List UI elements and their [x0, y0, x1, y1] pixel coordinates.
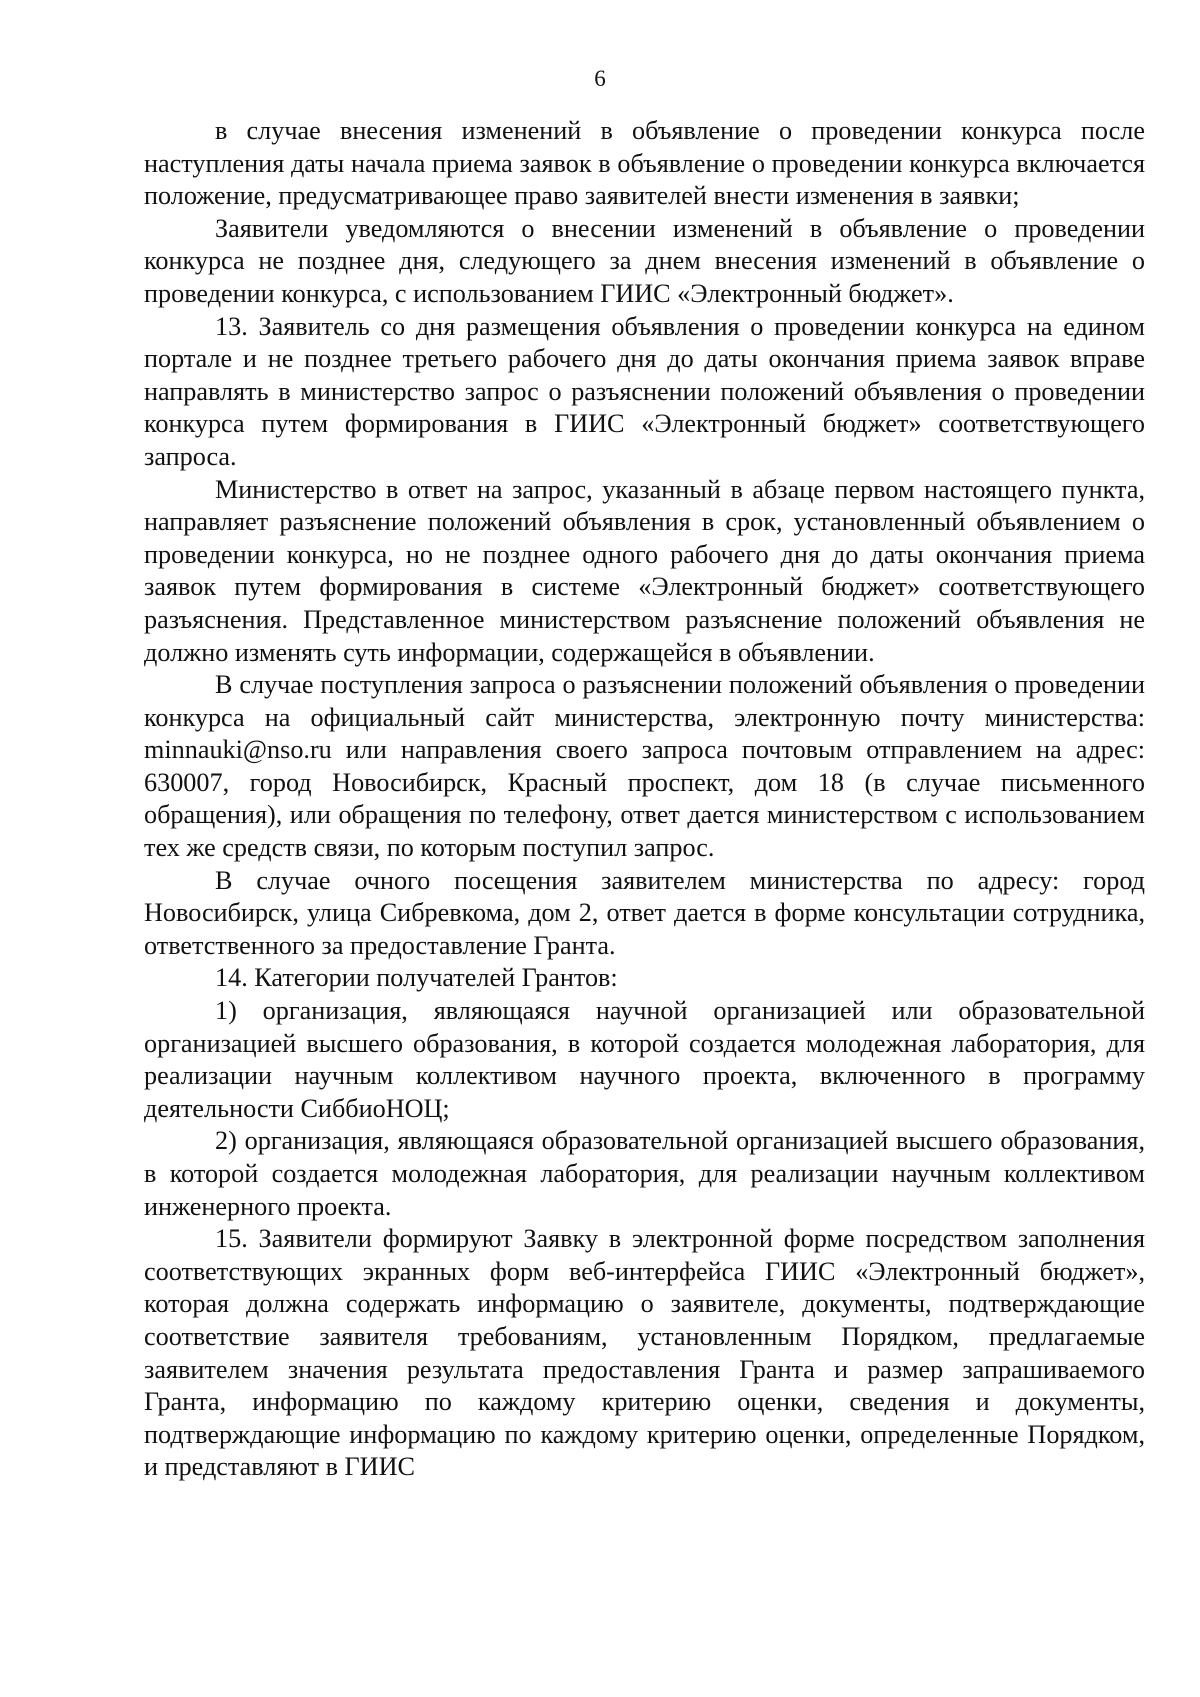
- paragraph-category-1: 1) организация, являющаяся научной организацией или образовательной организацией высшего образования, в которой создается молодежная лаборатория, для реализации научным коллективом научного проекта, включенного в программу деятельности СиббиоНОЦ;: [144, 996, 1145, 1123]
- paragraph-applicant-notification: Заявители уведомляются о внесении изменений в объявление о проведении конкурса не позднее дня, следующего за днем внесения изменений в объявление о проведении конкурса, с использованием ГИИС «Электронный бюджет».: [144, 213, 1145, 308]
- paragraph-request-channels: В случае поступления запроса о разъяснении положений объявления о проведении конкурса на официальный сайт министерства, электронную почту министерства: minnauki@nso.ru или направления своего запроса почтовым отправлением на адрес: 630007, город Новосибирск, Красный проспект, дом 18 (в случае письменного обращения), или обращения по телефону, ответ дается министерством с использованием тех же средств связи, по которым поступил запрос.: [144, 670, 1145, 863]
- document-body: [144, 115, 1145, 1484]
- paragraph-category-2: 2) организация, являющаяся образовательной организацией высшего образования, в которой создается молодежная лаборатория, для реализации научным коллективом инженерного проекта.: [144, 1126, 1145, 1221]
- page-number: 6: [594, 66, 606, 91]
- paragraph-15-application-form: 15. Заявители формируют Заявку в электронной форме посредством заполнения соответствующих экранных форм веб-интерфейса ГИИС «Электронный бюджет», которая должна содержать информацию о заявителе, документы, подтверждающие соответствие заявителя требованиям, установленным Порядком, предлагаемые заявителем значения результата предоставления Гранта и размер запрашиваемого Гранта, информацию по каждому критерию оценки, сведения и документы, подтверждающие информацию по каждому критерию оценки, определенные Порядком, и представляют в ГИИС: [144, 1224, 1145, 1482]
- paragraph-13-clarification-request: 13. Заявитель со дня размещения объявления о проведении конкурса на едином портале и не позднее третьего рабочего дня до даты окончания приема заявок вправе направлять в министерство запрос о разъяснении положений объявления о проведении конкурса путем формирования в ГИИС «Электронный бюджет» соответствующего запроса.: [144, 311, 1145, 471]
- paragraph-in-person-visit: В случае очного посещения заявителем министерства по адресу: город Новосибирск, улица Сибревкома, дом 2, ответ дается в форме консультации сотрудника, ответственного за предоставление Гранта.: [144, 865, 1145, 960]
- paragraph-ministry-response: Министерство в ответ на запрос, указанный в абзаце первом настоящего пункта, направляет разъяснение положений объявления в срок, установленный объявлением о проведении конкурса, но не позднее одного рабочего дня до даты окончания приема заявок путем формирования в системе «Электронный бюджет» соответствующего разъяснения. Представленное министерством разъяснение положений объявления не должно изменять суть информации, содержащейся в объявлении.: [144, 474, 1145, 667]
- paragraph-changes-to-announcement: в случае внесения изменений в объявление о проведении конкурса после наступления даты начала приема заявок в объявление о проведении конкурса включается положение, предусматривающее право заявителей внести изменения в заявки;: [144, 116, 1145, 211]
- paragraph-14-recipient-categories: 14. Категории получателей Грантов:: [215, 963, 618, 993]
